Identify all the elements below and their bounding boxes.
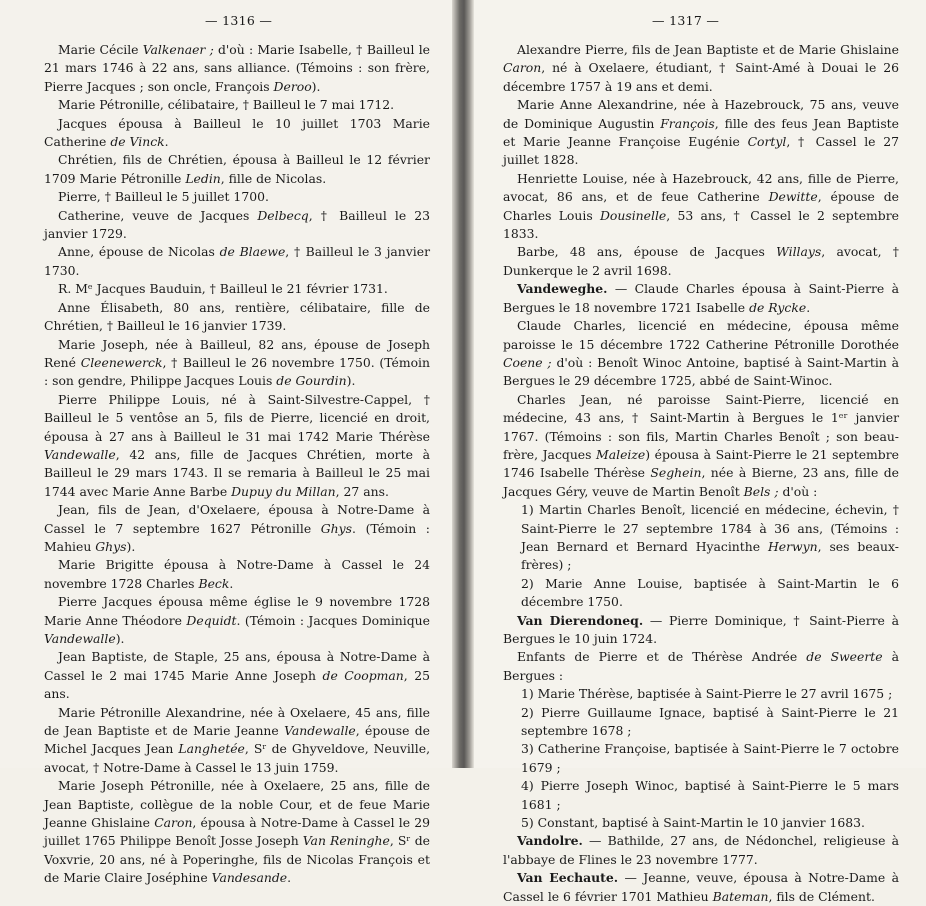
italic-name: de Blaewe bbox=[219, 244, 286, 260]
text-run: Alexandre Pierre, fils de Jean Baptiste et de Marie Ghislaine bbox=[517, 42, 899, 57]
list-item bbox=[503, 814, 899, 832]
paragraph bbox=[503, 41, 899, 96]
paragraph bbox=[44, 41, 430, 96]
text-run: , 27 ans. bbox=[335, 483, 389, 499]
italic-name: Ghys bbox=[95, 538, 127, 554]
text-run: 2) Pierre Guillaume Ignace, baptisé à Saint-Pierre le 21 septembre 1678 ; bbox=[521, 704, 899, 739]
italic-name: Dupuy du Millan bbox=[231, 483, 336, 499]
family-heading: Van Dierendoneq. bbox=[517, 612, 644, 628]
text-run: . bbox=[287, 870, 292, 886]
italic-name: Delbecq bbox=[257, 207, 309, 223]
text-run: , † Cassel le 27 juillet 1828. bbox=[503, 134, 899, 168]
paragraph bbox=[44, 188, 430, 206]
text-run: ). bbox=[311, 78, 321, 94]
text-run: Anne Élisabeth, 80 ans, rentière, célibataire, fille de Chrétien, † Bailleul le 16 janvier 1739. bbox=[44, 299, 430, 334]
paragraph bbox=[44, 593, 430, 648]
list-item bbox=[503, 575, 899, 612]
text-run: Charles Jean, né paroisse Saint-Pierre, licencié en médecine, 43 ans, † Saint-Martin à Bergues le 1ᵉʳ janvier 1767. (Témoins : son fils, Martin Charles Benoît ; son beau-frère, Jacques bbox=[503, 391, 899, 462]
text-run: Catherine, veuve de Jacques bbox=[58, 207, 258, 223]
paragraph bbox=[44, 777, 430, 887]
text-run: Marie Pétronille, célibataire, † Bailleul le 7 mai 1712. bbox=[58, 97, 395, 113]
paragraph bbox=[44, 556, 430, 593]
italic-name: de Vinck bbox=[110, 134, 165, 150]
paragraph bbox=[44, 501, 430, 556]
text-run: , Sʳ de Ghyveldove, Neuville, avocat, † Notre-Dame à Cassel le 13 juin 1759. bbox=[44, 741, 431, 775]
italic-name: Ledin bbox=[185, 170, 221, 186]
italic-name: Seghein bbox=[650, 465, 702, 481]
book-gutter bbox=[452, 0, 474, 768]
right-page bbox=[474, 0, 926, 904]
italic-name: Bels ; bbox=[743, 483, 779, 499]
italic-name: Vandewalle bbox=[284, 723, 356, 739]
text-run: ). bbox=[115, 631, 125, 646]
paragraph bbox=[503, 391, 899, 501]
text-run: Jacques épousa à Bailleul le 10 juillet 1703 Marie Catherine bbox=[44, 115, 430, 150]
text-run: Marie Cécile bbox=[58, 42, 143, 57]
italic-name: Vandesande bbox=[211, 870, 288, 886]
text-run: , fille de Nicolas. bbox=[220, 170, 327, 186]
text-run: d'où : Benoît Winoc Antoine, baptisé à Saint-Martin à Bergues le 29 décembre 1725, abbé de Saint-Winoc. bbox=[503, 354, 899, 389]
paragraph bbox=[503, 243, 899, 280]
family-heading: Van Eechaute. bbox=[517, 870, 619, 886]
text-run: Enfants de Pierre et de Thérèse Andrée bbox=[517, 649, 807, 665]
paragraph bbox=[503, 280, 899, 317]
text-run: , fille des feus Jean Baptiste et Marie Jeanne Françoise Eugénie bbox=[503, 115, 899, 150]
paragraph bbox=[44, 280, 430, 298]
left-page-text bbox=[44, 41, 430, 888]
text-run: , † Bailleul le 26 novembre 1750. (Témoin : son gendre, Philippe Jacques Louis bbox=[44, 354, 430, 389]
text-run: , 53 ans, † Cassel le 2 septembre 1833. bbox=[503, 207, 899, 242]
text-run: , 25 ans. bbox=[44, 667, 431, 702]
text-run: , née à Bierne, 23 ans, fille de Jacques Géry, veuve de Martin Benoît bbox=[503, 465, 899, 499]
text-run: Claude Charles, licencié en médecine, épousa même paroisse le 15 décembre 1722 Catherine Pétronille Dorothée bbox=[503, 318, 899, 352]
paragraph bbox=[44, 151, 430, 188]
text-run: ) épousa à Saint-Pierre le 21 septembre 1746 Isabelle Thérèse bbox=[503, 446, 899, 481]
italic-name: Deroo bbox=[273, 78, 312, 94]
page-number-left: — 1316 — bbox=[205, 13, 273, 28]
text-run: R. Mᵉ Jacques Bauduin, † Bailleul le 21 février 1731. bbox=[58, 281, 388, 297]
text-run: 2) Marie Anne Louise, baptisée à Saint-Martin le 6 décembre 1750. bbox=[521, 575, 899, 610]
paragraph bbox=[503, 317, 899, 391]
text-run: — Pierre Dominique, † Saint-Pierre à Bergues le 10 juin 1724. bbox=[503, 612, 899, 646]
right-page-text bbox=[503, 41, 899, 906]
text-run: d'où : bbox=[778, 483, 818, 499]
list-item bbox=[503, 740, 899, 777]
left-page bbox=[0, 0, 452, 886]
italic-name: de Rycke bbox=[749, 299, 807, 315]
family-heading: Vandeweghe. bbox=[517, 281, 608, 297]
text-run: — Bathilde, 27 ans, de Nédonchel, religieuse à l'abbaye de Flines le 23 novembre 1777. bbox=[503, 833, 899, 867]
list-item bbox=[503, 777, 899, 814]
italic-name: de Coopman bbox=[322, 667, 404, 683]
text-run: — Claude Charles épousa à Saint-Pierre à Bergues le 18 novembre 1721 Isabelle bbox=[503, 281, 899, 315]
italic-name: Valkenaer ; bbox=[142, 42, 214, 57]
paragraph bbox=[503, 832, 899, 869]
text-run: Pierre Jacques épousa même église le 9 novembre 1728 Marie Anne Théodore bbox=[44, 594, 430, 628]
paragraph bbox=[44, 704, 430, 778]
text-run: Barbe, 48 ans, épouse de Jacques bbox=[517, 244, 777, 260]
text-run: ). bbox=[126, 538, 136, 554]
text-run: 1) Marie Thérèse, baptisée à Saint-Pierre le 27 avril 1675 ; bbox=[521, 686, 893, 702]
italic-name: Maleize bbox=[596, 446, 646, 462]
paragraph bbox=[44, 336, 430, 391]
italic-name: Dequidt bbox=[186, 612, 237, 628]
italic-name: Beck bbox=[198, 575, 230, 591]
text-run: 5) Constant, baptisé à Saint-Martin le 10 janvier 1683. bbox=[521, 815, 865, 831]
italic-name: Cleenewerck bbox=[80, 354, 163, 370]
page-number-right: — 1317 — bbox=[652, 13, 720, 28]
text-run: . (Témoin : Jacques Dominique bbox=[236, 612, 430, 628]
italic-name: François bbox=[660, 115, 715, 131]
text-run: Marie Joseph, née à Bailleul, 82 ans, épouse de Joseph René bbox=[44, 336, 430, 370]
text-run: Marie Joseph Pétronille, née à Oxelaere, 25 ans, fille de Jean Baptiste, collègue de la noble Cour, et de feue Marie Jeanne Ghislaine bbox=[44, 778, 430, 831]
text-run: d'où : Marie Isabelle, † Bailleul le 21 mars 1746 à 22 ans, sans alliance. (Témoins : son frère, Pierre Jacques ; son oncle, François bbox=[44, 42, 430, 94]
italic-name: de Sweerte bbox=[806, 649, 883, 665]
text-run: , † Bailleul le 3 janvier 1730. bbox=[44, 244, 430, 278]
paragraph bbox=[503, 648, 899, 685]
list-item bbox=[503, 501, 899, 575]
text-run: , Sʳ de Voxvrie, 20 ans, né à Poperinghe, fils de Nicolas François et de Marie Claire Joséphine bbox=[44, 833, 430, 886]
text-run: Pierre Philippe Louis, né à Saint-Silvestre-Cappel, † Bailleul le 5 ventôse an 5, fils de Pierre, licencié en droit, épousa à 27 ans à Bailleul le 31 mai 1742 Marie Thérèse bbox=[44, 391, 430, 444]
text-run: Chrétien, fils de Chrétien, épousa à Bailleul le 12 février 1709 Marie Pétronille bbox=[44, 152, 430, 186]
text-run: , épouse de Michel Jacques Jean bbox=[44, 723, 431, 757]
text-run: Pierre, † Bailleul le 5 juillet 1700. bbox=[58, 189, 269, 205]
text-run: , né à Oxelaere, étudiant, † Saint-Amé à Douai le 26 décembre 1757 à 19 ans et demi. bbox=[503, 60, 899, 94]
paragraph bbox=[44, 115, 430, 152]
text-run: Henriette Louise, née à Hazebrouck, 42 ans, fille de Pierre, avocat, 86 ans, et de feue Catherine bbox=[503, 170, 899, 205]
text-run: . bbox=[164, 134, 169, 150]
italic-name: Coene ; bbox=[503, 354, 552, 370]
text-run: 4) Pierre Joseph Winoc, baptisé à Saint-Pierre le 5 mars 1681 ; bbox=[521, 778, 899, 812]
text-run: — Jeanne, veuve, épousa à Notre-Dame à Cassel le 6 février 1701 Mathieu bbox=[503, 870, 899, 904]
text-run: . (Témoin : Mahieu bbox=[44, 520, 430, 554]
italic-name: Willays bbox=[776, 244, 822, 260]
text-run: , épousa à Notre-Dame à Cassel le 29 juillet 1765 Philippe Benoît Josse Joseph bbox=[44, 815, 430, 849]
text-run: 3) Catherine Françoise, baptisée à Saint-Pierre le 7 octobre 1679 ; bbox=[521, 741, 899, 775]
italic-name: Vandewalle bbox=[44, 631, 116, 646]
text-run: Jean Baptiste, de Staple, 25 ans, épousa à Notre-Dame à Cassel le 2 mai 1745 Marie Anne Joseph bbox=[44, 649, 430, 683]
text-run: . bbox=[229, 575, 234, 591]
italic-name: Cortyl bbox=[747, 134, 787, 150]
paragraph bbox=[503, 869, 899, 906]
text-run: , avocat, † Dunkerque le 2 avril 1698. bbox=[503, 244, 899, 278]
italic-name: Dousinelle bbox=[599, 207, 667, 223]
text-run: . bbox=[806, 299, 811, 315]
text-run: Anne, épouse de Nicolas bbox=[58, 244, 220, 260]
italic-name: Caron bbox=[154, 815, 193, 831]
text-run: , ses beaux-frères) ; bbox=[521, 538, 899, 573]
text-run: , 42 ans, fille de Jacques Chrétien, morte à Bailleul le 29 mars 1743. Il se remaria à Bailleul le 25 mai 1744 avec Marie Anne Barbe bbox=[44, 446, 430, 499]
text-run: Marie Pétronille Alexandrine, née à Oxelaere, 45 ans, fille de Jean Baptiste et de Marie Jeanne bbox=[44, 704, 430, 739]
paragraph bbox=[44, 96, 430, 114]
paragraph bbox=[44, 243, 430, 280]
list-item bbox=[503, 704, 899, 741]
text-run: , fils de Clément. bbox=[768, 888, 875, 904]
text-run: Jean, fils de Jean, d'Oxelaere, épousa à Notre-Dame à Cassel le 7 septembre 1627 Pétronille bbox=[44, 502, 430, 536]
text-run: 1) Martin Charles Benoît, licencié en médecine, échevin, † Saint-Pierre le 27 septembre 1784 à 36 ans, (Témoins : Jean Bernard et Bernard Hyacinthe bbox=[521, 502, 899, 554]
italic-name: Caron bbox=[503, 60, 542, 76]
italic-name: Langhetée bbox=[178, 741, 245, 757]
text-run: ). bbox=[346, 373, 356, 389]
italic-name: Vandewalle bbox=[44, 446, 116, 462]
paragraph bbox=[44, 648, 430, 703]
text-run: , † Bailleul le 23 janvier 1729. bbox=[44, 207, 430, 242]
italic-name: Herwyn bbox=[767, 538, 818, 554]
italic-name: Ghys bbox=[320, 520, 353, 536]
paragraph bbox=[503, 96, 899, 170]
paragraph bbox=[44, 299, 430, 336]
list-item bbox=[503, 685, 899, 703]
paragraph bbox=[503, 612, 899, 649]
family-heading: Vandolre. bbox=[517, 833, 583, 849]
paragraph bbox=[503, 170, 899, 244]
paragraph bbox=[44, 207, 430, 244]
text-run: Marie Brigitte épousa à Notre-Dame à Cassel le 24 novembre 1728 Charles bbox=[44, 557, 430, 591]
text-run: à Bergues : bbox=[503, 649, 900, 683]
paragraph bbox=[44, 391, 430, 501]
italic-name: Bateman bbox=[712, 888, 769, 904]
text-run: , épouse de Charles Louis bbox=[503, 189, 899, 223]
italic-name: de Gourdin bbox=[276, 373, 347, 389]
text-run: Marie Anne Alexandrine, née à Hazebrouck, 75 ans, veuve de Dominique Augustin bbox=[503, 97, 899, 131]
italic-name: Van Reninghe bbox=[302, 833, 390, 849]
italic-name: Dewitte bbox=[768, 189, 818, 205]
